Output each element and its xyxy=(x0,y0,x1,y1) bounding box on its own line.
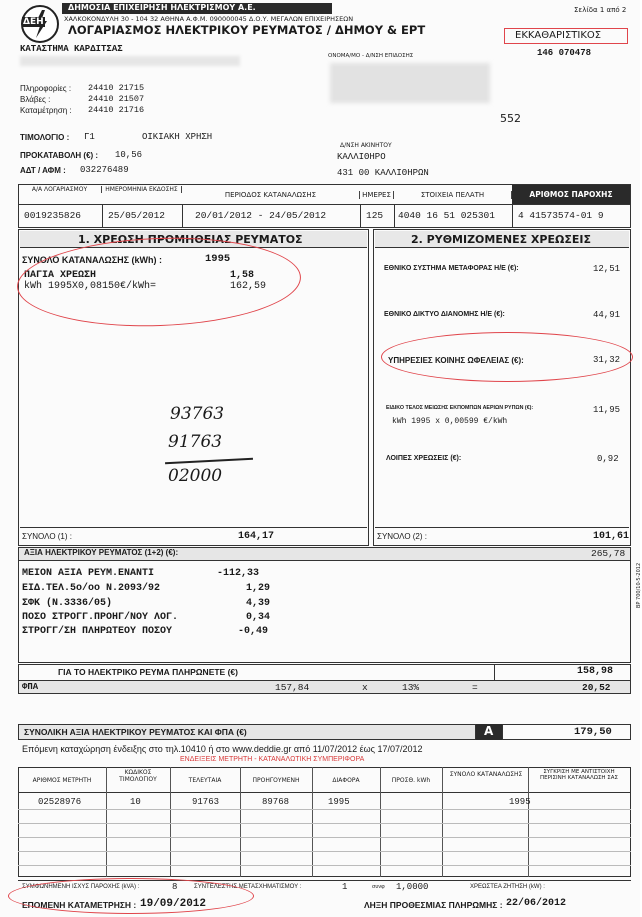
grand-total-label: ΣΥΝΟΛΙΚΗ ΑΞΙΑ ΗΛΕΚΤΡΙΚΟΥ ΡΕΥΜΑΤΟΣ ΚΑΙ ΦΠΑ (€) xyxy=(24,727,247,737)
highlight-section2 xyxy=(381,332,633,382)
vat-rate: 13% xyxy=(402,682,420,693)
footer-next: 19/09/2012 xyxy=(140,898,207,910)
property-label: Δ/ΝΣΗ ΑΚΙΝΗΤΟΥ xyxy=(340,142,392,149)
section2-item-other-value: 0,92 xyxy=(597,454,619,464)
footer-cos: 1,0000 xyxy=(396,882,429,892)
section2-item-transmission-label: ΕΘΝΙΚΟ ΣΥΣΤΗΜΑ ΜΕΤΑΦΟΡΑΣ Η/Ε (€): xyxy=(384,265,519,272)
section1-total-label: ΣΥΝΟΛΟ (1) : xyxy=(22,532,72,541)
section2-item-other-label: ΛΟΙΠΕΣ ΧΡΕΩΣΕΙΣ (€): xyxy=(386,455,462,462)
footer-power-label: ΣΥΜΦΩΝΗΜΕΝΗ ΙΣΧΥΣ ΠΑΡΟΧΗΣ (kVA) : xyxy=(22,884,140,890)
meter-header-compare: ΣΥΓΚΡΙΣΗ ΜΕ ΑΝΤΙΣΤΟΙΧΗ ΠΕΡΙΣΙΝΗ ΚΑΤΑΝΑΛΩΣΗ ΣΑΣ xyxy=(539,769,619,781)
grand-total-value: 179,50 xyxy=(574,726,612,738)
property-line2: 431 00 ΚΑΛΛΙΘΗΡΩΝ xyxy=(337,168,429,178)
info-header-days: ΗΜΕΡΕΣ xyxy=(360,191,394,199)
meter-value-last: 91763 xyxy=(192,797,220,807)
section2-item-distribution-value: 44,91 xyxy=(593,310,621,320)
id-label: ΑΔΤ / ΑΦΜ : xyxy=(20,166,66,175)
section1-fixed: 1,58 xyxy=(230,270,255,281)
vat-row-bg xyxy=(18,681,631,694)
pay-value: 158,98 xyxy=(577,666,614,677)
pay-divider xyxy=(494,664,495,681)
contact-fault-phone: 24410 21507 xyxy=(88,94,145,104)
meter-header-last: ΤΕΛΕΥΤΑΙΑ xyxy=(188,777,222,784)
info-header-issue-date: ΗΜΕΡΟΜΗΝΙΑ ΕΚΔΟΣΗΣ xyxy=(102,186,182,193)
meter-header-extra: ΠΡΟΣΘ. kWh xyxy=(391,777,431,784)
footer-trans-label: ΣΥΝΤΕΛΕΣΤΗΣ ΜΕΤΑΣΧΗΜΑΤΙΣΜΟΥ : xyxy=(194,884,302,890)
contact-info-label: Πληροφορίες : xyxy=(20,84,72,93)
footer-due: 22/06/2012 xyxy=(506,898,567,909)
company-address: ΧΑΛΚΟΚΟΝΔΥΛΗ 30 - 104 32 ΑΘΗΝΑ Α.Φ.Μ. 090000045 Δ.Ο.Υ. ΜΕΓΑΛΩΝ ΕΠΙΧΕΙΡΗΣΕΩΝ xyxy=(64,15,354,23)
section2-total: 101,61 xyxy=(593,531,630,542)
handwritten-reading-1: 93763 xyxy=(170,404,225,424)
value-row-label: ΑΞΙΑ ΗΛΕΚΤΡΙΚΟΥ ΡΕΥΜΑΤΟΣ (1+2) (€): xyxy=(24,548,179,557)
ref-number: 552 xyxy=(500,112,521,125)
vat-label: ΦΠΑ xyxy=(22,682,39,692)
info-value-issue-date: 25/05/2012 xyxy=(108,210,166,221)
doc-number: 146 070478 xyxy=(537,48,592,58)
info-header-customer: ΣΤΟΙΧΕΙΑ ΠΕΛΑΤΗ xyxy=(394,191,512,199)
footer-power: 8 xyxy=(172,882,178,892)
dei-logo xyxy=(20,4,60,44)
bill-title: ΛΟΓΑΡΙΑΣΜΟΣ ΗΛΕΚΤΡΙΚΟΥ ΡΕΥΜΑΤΟΣ / ΔΗΜΟΥ & ΕΡΤ xyxy=(68,23,426,37)
highlight-next-reading xyxy=(8,878,254,914)
section2-item-distribution-label: ΕΘΝΙΚΟ ΔΙΚΤΥΟ ΔΙΑΝΟΜΗΣ Η/Ε (€): xyxy=(384,311,505,318)
deposit-value: 10,56 xyxy=(115,150,143,160)
company-name: ΔΗΜΟΣΙΑ ΕΠΙΧΕΙΡΗΣΗ ΗΛΕΚΤΡΙΣΜΟΥ Α.Ε. xyxy=(68,3,256,12)
pay-label: ΓΙΑ ΤΟ ΗΛΕΚΤΡΙΚΟ ΡΕΥΜΑ ΠΛΗΡΩΝΕΤΕ (€) xyxy=(58,667,238,677)
meter-value-tariff: 10 xyxy=(130,797,141,807)
adjustment-label-1: ΜΕΙΟΝ ΑΞΙΑ ΡΕΥΜ.ΕΝΑΝΤΙ xyxy=(22,568,155,579)
adjustment-value-3: 4,39 xyxy=(246,598,271,609)
value-row-value: 265,78 xyxy=(591,548,626,559)
section2-emissions-detail: kWh 1995 x 0,00599 €/kWh xyxy=(392,417,508,426)
vat-value: 20,52 xyxy=(582,682,611,693)
section2-total-line xyxy=(375,527,629,528)
info-header-account: Α/Α ΛΟΓΑΡΙΑΣΜΟΥ xyxy=(18,186,102,193)
contact-reading-label: Καταμέτρηση : xyxy=(20,106,72,115)
vat-equals: = xyxy=(472,682,478,693)
section2-item-public-service-value: 31,32 xyxy=(593,355,621,365)
contact-info-phone: 24410 21715 xyxy=(88,83,145,93)
section2-item-public-service-label: ΥΠΗΡΕΣΙΕΣ ΚΟΙΝΗΣ ΩΦΕΛΕΙΑΣ (€): xyxy=(388,356,524,365)
footer-next-label: ΕΠΟΜΕΝΗ ΚΑΤΑΜΕΤΡΗΣΗ : xyxy=(22,900,137,910)
section1-consumption: 1995 xyxy=(205,253,231,265)
footer-trans: 1 xyxy=(342,882,348,892)
info-value-days: 125 xyxy=(366,210,384,221)
meter-header-previous: ΠΡΟΗΓΟΥΜΕΝΗ xyxy=(252,777,300,784)
meter-header-number: ΑΡΙΘΜΟΣ ΜΕΤΡΗΤΗ xyxy=(32,777,92,784)
meter-header-total: ΣΥΝΟΛΟ ΚΑΤΑΝΑΛΩΣΗΣ xyxy=(449,771,523,778)
adjustment-value-4: 0,34 xyxy=(246,612,271,623)
info-value-supply: 4 41573574-01 9 xyxy=(518,210,604,221)
info-value-period: 20/01/2012 - 24/05/2012 xyxy=(195,210,327,221)
section1-consumption-label: ΣΥΝΟΛΟ ΚΑΤΑΝΑΛΩΣΗΣ (kWh) : xyxy=(22,255,163,265)
contact-reading-phone: 24410 21716 xyxy=(88,105,145,115)
adjustment-value-2: 1,29 xyxy=(246,583,271,594)
info-header-period: ΠΕΡΙΟΔΟΣ ΚΑΤΑΝΑΛΩΣΗΣ xyxy=(182,191,360,199)
section1-fixed-label: ΠΑΓΙΑ ΧΡΕΩΣΗ xyxy=(24,270,97,281)
tariff-desc: ΟΙΚΙΑΚΗ ΧΡΗΣΗ xyxy=(142,132,213,142)
adjustment-value-5: -0,49 xyxy=(238,626,269,637)
adjustment-value-1: -112,33 xyxy=(217,568,260,579)
section1-kwh-value: 162,59 xyxy=(230,281,267,292)
handwritten-reading-3: 02000 xyxy=(168,466,223,486)
section2-total-label: ΣΥΝΟΛΟ (2) : xyxy=(377,532,427,541)
footer-cos-label: συνφ xyxy=(372,884,385,890)
side-code: ΒΡ 700/10-5-2012 xyxy=(636,562,642,608)
store-name: ΚΑΤΑΣΤΗΜΑ ΚΑΡΔΙΤΣΑΣ xyxy=(20,44,123,54)
redacted-name xyxy=(20,56,240,66)
section2-box xyxy=(373,229,631,546)
meter-value-previous: 89768 xyxy=(262,797,290,807)
deposit-label: ΠΡΟΚΑΤΑΒΟΛΗ (€) : xyxy=(20,151,99,160)
adjustment-label-3: ΣΦΚ (Ν.3336/05) xyxy=(22,598,113,609)
grand-total-marker: A xyxy=(484,724,494,738)
info-header-supply: ΑΡΙΘΜΟΣ ΠΑΡΟΧΗΣ xyxy=(529,190,613,199)
footer-due-label: ΛΗΞΗ ΠΡΟΘΕΣΜΙΑΣ ΠΛΗΡΩΜΗΣ : xyxy=(364,900,503,910)
handwritten-reading-2: 91763 xyxy=(168,432,223,452)
meter-header-tariff: ΚΩΔΙΚΟΣ ΤΙΜΟΛΟΓΙΟΥ xyxy=(119,769,157,783)
tariff-label: ΤΙΜΟΛΟΓΙΟ : xyxy=(20,133,70,142)
id-value: 032276489 xyxy=(80,165,129,175)
tariff-code: Γ1 xyxy=(84,132,95,142)
section1-total: 164,17 xyxy=(238,531,275,542)
property-line1: ΚΑΛΛΙΘΗΡΟ xyxy=(337,152,386,162)
meter-header-diff: ΔΙΑΦΟΡΑ xyxy=(332,777,360,784)
footer-demand-label: ΧΡΕΩΣΤΕΑ ΖΗΤΗΣΗ (kW) : xyxy=(470,884,545,890)
vat-times: x xyxy=(362,682,368,693)
section1-total-line xyxy=(20,527,367,528)
doc-type: ΕΚΚΑΘΑΡΙΣΤΙΚΟΣ xyxy=(515,30,602,41)
adjustment-label-2: ΕΙΔ.ΤΕΛ.5ο/οο Ν.2093/92 xyxy=(22,583,161,594)
meter-value-number: 02528976 xyxy=(38,797,82,807)
meter-title: ΕΝΔΕΙΞΕΙΣ ΜΕΤΡΗΤΗ - ΚΑΤΑΝΑΛΩΤΙΚΗ ΣΥΜΠΕΡΙΦΟΡΑ xyxy=(180,756,365,763)
adjustment-label-4: ΠΟΣΟ ΣΤΡΟΓΓ.ΠΡΟΗΓ/ΝΟΥ ΛΟΓ. xyxy=(22,612,179,623)
meter-value-diff: 1995 xyxy=(328,797,350,807)
vat-base: 157,84 xyxy=(275,682,310,693)
contact-fault-label: Βλάβες : xyxy=(20,95,51,104)
recipient-label: ΟΝΟΜΑ/ΜΟ - Δ/ΝΣΗ ΕΠΙΔΟΣΗΣ xyxy=(328,53,414,59)
meter-value-total: 1995 xyxy=(509,797,531,807)
section2-item-transmission-value: 12,51 xyxy=(593,264,621,274)
adjustment-label-5: ΣΤΡΟΓΓ/ΣΗ ΠΛΗΡΩΤΕΟΥ ΠΟΣΟΥ xyxy=(22,626,173,637)
section1-title: 1. ΧΡΕΩΣΗ ΠΡΟΜΗΘΕΙΑΣ ΡΕΥΜΑΤΟΣ xyxy=(78,233,303,246)
section2-item-emissions-value: 11,95 xyxy=(593,405,621,415)
section2-title: 2. ΡΥΘΜΙΖΟΜΕΝΕΣ ΧΡΕΩΣΕΙΣ xyxy=(411,233,591,246)
redacted-address xyxy=(330,63,490,103)
section2-item-emissions-label: ΕΙΔΙΚΟ ΤΕΛΟΣ ΜΕΙΩΣΗΣ ΕΚΠΟΜΠΩΝ ΑΕΡΙΩΝ ΡΥΠΩΝ (€): xyxy=(386,405,534,411)
section1-kwh-label: kWh 1995X0,08150€/kWh= xyxy=(24,281,157,292)
dei-logo-text: ΔΕΗ xyxy=(23,17,44,27)
info-value-customer: 4040 16 51 025301 xyxy=(398,210,495,221)
page-number: Σελίδα 1 από 2 xyxy=(574,6,627,14)
info-value-account: 0019235826 xyxy=(24,210,82,221)
next-reading-note: Επόμενη καταχώρηση ένδειξης στο τηλ.10410 ή στο www.deddie.gr από 11/07/2012 έως 17/07/2012 xyxy=(22,744,423,754)
